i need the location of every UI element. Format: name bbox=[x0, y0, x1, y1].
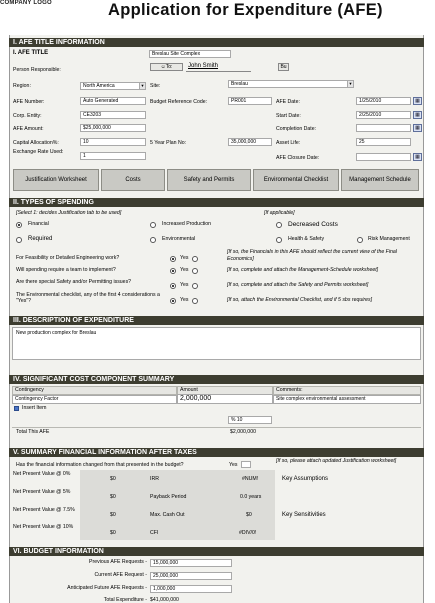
question-environmental: The Environmental checklist, any of the first 4 considerations a "Yes"? bbox=[16, 292, 160, 304]
calendar-icon[interactable]: ▦ bbox=[413, 124, 422, 132]
afe-date-label: AFE Date: bbox=[276, 99, 300, 105]
person-field-underline bbox=[186, 63, 251, 72]
tab-costs[interactable]: Costs bbox=[101, 169, 165, 191]
section-title-info-header: I. AFE TITLE INFORMATION bbox=[9, 38, 424, 47]
chevron-down-icon: ▼ bbox=[348, 81, 353, 86]
total-expenditure-value: $41,000,000 bbox=[150, 597, 179, 603]
radio-decreased-costs[interactable] bbox=[276, 222, 282, 228]
capital-allocation-label: Capital Allocation%: bbox=[13, 140, 59, 146]
question-safety: Are there special Safety and/or Permitting issues? bbox=[16, 279, 132, 285]
user-icon: ☺ bbox=[160, 64, 166, 70]
closure-date-input[interactable] bbox=[356, 153, 411, 161]
person-responsible-value[interactable]: John Smith bbox=[188, 63, 219, 69]
afe-date-input[interactable]: 1/25/2010 bbox=[356, 97, 411, 105]
radio-financial-label: Financial bbox=[28, 221, 49, 227]
completion-date-label: Completion Date: bbox=[276, 126, 317, 132]
radio-health-safety-label: Health & Safety bbox=[288, 236, 325, 242]
total-afe-label: Total This AFE bbox=[16, 429, 50, 435]
budget-change-checkbox[interactable] bbox=[241, 461, 251, 468]
yes-label: Yes bbox=[180, 255, 189, 261]
afe-amount-input[interactable]: $25,000,000 bbox=[80, 124, 146, 132]
afe-title-label: I. AFE TITLE bbox=[13, 50, 49, 56]
insert-item-link[interactable]: Insert Item bbox=[22, 405, 47, 411]
anticipated-afe-input[interactable]: 1,000,000 bbox=[150, 585, 232, 593]
section-budget-header: VI. BUDGET INFORMATION bbox=[9, 547, 424, 556]
note-environmental: [If so, attach the Environmental Checklist, and if 5 sbs requires] bbox=[227, 297, 373, 303]
payback-value: 0.0 years bbox=[240, 494, 262, 500]
spending-hint-left: [Select 1: decides Justification tab to be used] bbox=[16, 210, 122, 216]
radio-health-safety[interactable] bbox=[276, 237, 282, 243]
npv-7-5-value: $0 bbox=[110, 512, 116, 518]
yes-label: Yes bbox=[180, 282, 189, 288]
max-cash-out-value: $0 bbox=[246, 512, 252, 518]
col-comments: Comments: bbox=[273, 386, 421, 395]
irr-label: IRR bbox=[150, 476, 159, 482]
radio-risk-management-label: Risk Management bbox=[368, 236, 410, 242]
radio-required-label: Required bbox=[28, 236, 53, 242]
start-date-label: Start Date: bbox=[276, 113, 301, 119]
afe-number-label: AFE Number: bbox=[13, 99, 45, 105]
contingency-amount-input[interactable]: 2,000,000 bbox=[177, 394, 273, 404]
cfi-value: #DIV/0! bbox=[239, 530, 257, 536]
afe-number-input[interactable]: Auto Generated bbox=[80, 97, 146, 105]
yes-label: Yes bbox=[180, 297, 189, 303]
calendar-icon[interactable]: ▦ bbox=[413, 111, 422, 119]
previous-afe-input[interactable]: 15,000,000 bbox=[150, 559, 232, 567]
key-assumptions-label: Key Assumptions bbox=[282, 476, 329, 482]
section-financial-summary-header: V. SUMMARY FINANCIAL INFORMATION AFTER TAXES bbox=[9, 448, 424, 457]
question-team: Will spending require a team to implement? bbox=[16, 267, 116, 273]
npv-0-value: $0 bbox=[110, 476, 116, 482]
exchange-rate-input[interactable]: 1 bbox=[80, 152, 146, 160]
npv-10-value: $0 bbox=[110, 530, 116, 536]
radio-environmental[interactable] bbox=[150, 237, 156, 243]
radio-feasibility-yes[interactable] bbox=[170, 256, 176, 262]
contingency-comment-input[interactable]: Site complex environmental assessment bbox=[273, 395, 421, 404]
yes-label: Yes bbox=[180, 267, 189, 273]
question-feasibility: For Feasibility or Detailed Engineering work? bbox=[16, 255, 120, 261]
section-types-spending-header: II. TYPES OF SPENDING bbox=[9, 198, 424, 207]
asset-life-label: Asset Life: bbox=[276, 140, 301, 146]
tab-justification-worksheet[interactable]: Justification Worksheet bbox=[13, 169, 99, 191]
section-cost-summary-header: IV. SIGNIFICANT COST COMPONENT SUMMARY bbox=[9, 375, 424, 384]
capital-allocation-input[interactable]: 10 bbox=[80, 138, 146, 146]
budget-change-note: [If so, please attach updated Justification worksheet] bbox=[276, 458, 397, 464]
five-year-plan-label: 5 Year Plan No: bbox=[150, 140, 187, 146]
section-description-header: III. DESCRIPTION OF EXPENDITURE bbox=[9, 316, 424, 325]
radio-env-yes[interactable] bbox=[170, 298, 176, 304]
anticipated-afe-label: Anticipated Future AFE Requests - bbox=[67, 585, 147, 591]
col-amount: Amount bbox=[177, 386, 273, 395]
site-label: Site: bbox=[150, 83, 161, 89]
radio-risk-management[interactable] bbox=[357, 237, 363, 243]
radio-safety-yes[interactable] bbox=[170, 283, 176, 289]
radio-required[interactable] bbox=[16, 237, 22, 243]
budget-change-yes-label: Yes bbox=[229, 462, 238, 468]
region-label: Region: bbox=[13, 83, 31, 89]
region-select[interactable]: North America ▼ bbox=[80, 82, 146, 90]
insert-item-icon[interactable] bbox=[14, 406, 19, 411]
to-button[interactable]: ☺To: bbox=[150, 63, 183, 71]
closure-date-label: AFE Closure Date: bbox=[276, 155, 320, 161]
col-contingency: Contingency bbox=[12, 386, 177, 395]
budget-ref-input[interactable]: PR001 bbox=[228, 97, 272, 105]
budget-change-question: Has the financial information changed from that presented in the budget? bbox=[16, 462, 184, 468]
description-textarea[interactable]: New production complex for Breslau bbox=[12, 327, 421, 360]
npv-7-5-label: Net Present Value @ 7.5% bbox=[13, 507, 75, 513]
payback-label: Payback Period bbox=[150, 494, 187, 500]
budget-ref-label: Budget Reference Code: bbox=[150, 99, 208, 105]
afe-amount-label: AFE Amount: bbox=[13, 126, 44, 132]
tab-management-schedule[interactable]: Management Schedule bbox=[341, 169, 419, 191]
radio-environmental-label: Environmental bbox=[162, 236, 196, 242]
site-select[interactable]: Breslau ▼ bbox=[228, 80, 354, 88]
calendar-icon[interactable]: ▦ bbox=[413, 97, 422, 105]
afe-title-input[interactable]: Breslau Site Complex bbox=[149, 50, 231, 58]
radio-team-yes[interactable] bbox=[170, 268, 176, 274]
radio-env-no[interactable] bbox=[192, 298, 198, 304]
irr-value: #NUM! bbox=[242, 476, 259, 482]
contingency-input[interactable]: Contingency Factor bbox=[12, 395, 177, 404]
npv-5-value: $0 bbox=[110, 494, 116, 500]
five-year-plan-input[interactable]: 35,000,000 bbox=[228, 138, 272, 146]
spending-hint-right: [If applicable] bbox=[264, 210, 295, 216]
previous-afe-label: Previous AFE Requests - bbox=[89, 559, 147, 565]
total-afe-value: $2,000,000 bbox=[230, 429, 256, 435]
note-feasibility: [If so, the Financials in this AFE should reflect the current view of the Final Economics] bbox=[227, 249, 397, 262]
current-afe-input[interactable]: 25,000,000 bbox=[150, 572, 232, 580]
note-safety: [If so, complete and attach the Safety and Permits worksheet] bbox=[227, 282, 369, 288]
total-expenditure-label: Total Expenditure - bbox=[103, 597, 147, 603]
exchange-rate-label: Exchange Rate Used: bbox=[13, 149, 64, 155]
max-cash-out-label: Max. Cash Out bbox=[150, 512, 185, 518]
radio-team-no[interactable] bbox=[192, 268, 198, 274]
corp-entity-label: Corp. Entity: bbox=[13, 113, 42, 119]
radio-increased-production-label: Increased Production bbox=[162, 221, 212, 227]
lookup-button[interactable]: Bu bbox=[278, 63, 289, 71]
chevron-down-icon: ▼ bbox=[140, 83, 145, 88]
npv-0-label: Net Present Value @ 0% bbox=[13, 471, 71, 477]
npv-10-label: Net Present Value @ 10% bbox=[13, 524, 74, 530]
total-divider bbox=[12, 427, 421, 428]
radio-decreased-costs-label: Decreased Costs bbox=[288, 221, 338, 228]
company-logo: COMPANY LOGO bbox=[0, 0, 52, 6]
calendar-icon[interactable]: ▦ bbox=[413, 153, 422, 161]
page-title: Application for Expenditure (AFE) bbox=[108, 1, 383, 19]
radio-financial[interactable] bbox=[16, 222, 22, 228]
start-date-input[interactable]: 2/25/2010 bbox=[356, 111, 411, 119]
radio-increased-production[interactable] bbox=[150, 222, 156, 228]
tab-safety-permits[interactable]: Safety and Permits bbox=[167, 169, 251, 191]
radio-safety-no[interactable] bbox=[192, 283, 198, 289]
contingency-percent-input[interactable]: % 10 bbox=[228, 416, 272, 424]
key-sensitivities-label: Key Sensitivities bbox=[282, 512, 326, 518]
corp-entity-input[interactable]: CE3203 bbox=[80, 111, 146, 119]
current-afe-label: Current AFE Request - bbox=[94, 572, 147, 578]
note-team: [If so, complete and attach the Management-Schedule worksheet] bbox=[227, 267, 379, 273]
cfi-label: CFI bbox=[150, 530, 159, 536]
radio-feasibility-no[interactable] bbox=[192, 256, 198, 262]
completion-date-input[interactable] bbox=[356, 124, 411, 132]
asset-life-input[interactable]: 25 bbox=[356, 138, 411, 146]
npv-5-label: Net Present Value @ 5% bbox=[13, 489, 71, 495]
tab-environmental-checklist[interactable]: Environmental Checklist bbox=[253, 169, 339, 191]
person-responsible-label: Person Responsible: bbox=[13, 67, 61, 73]
